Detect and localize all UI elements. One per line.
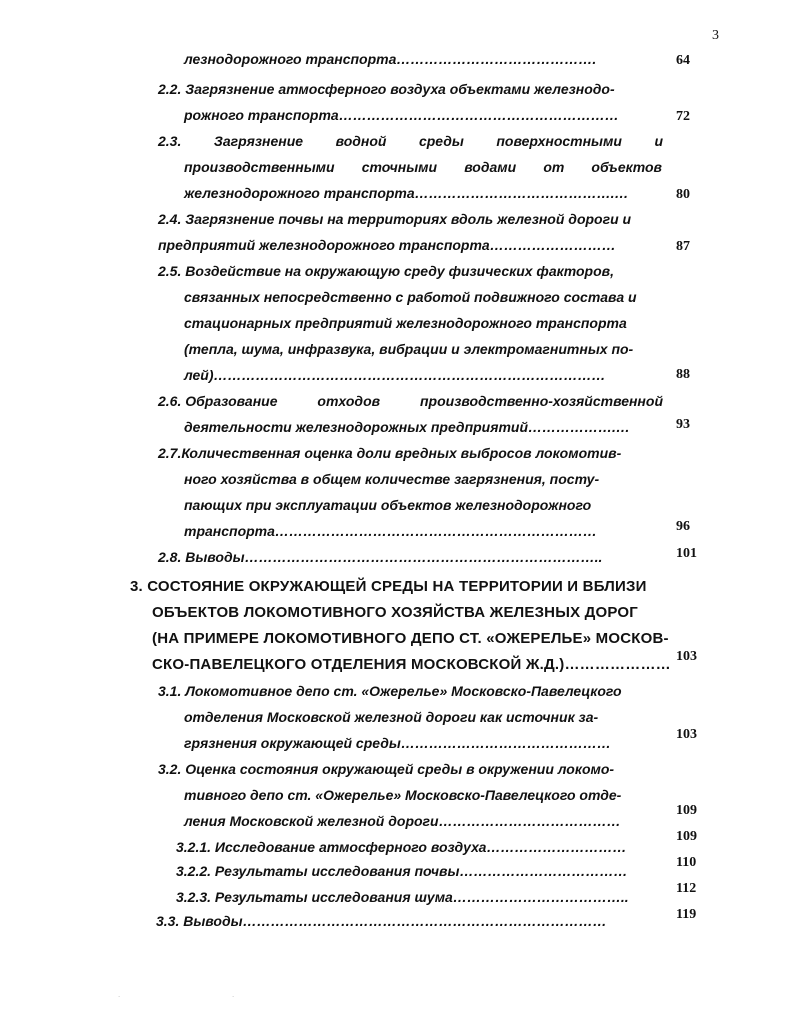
toc-page-number: 93 [676, 417, 690, 432]
toc-entry-line: отделения Московской железной дороги как источник за- [184, 709, 599, 725]
toc-entry-line: ного хозяйства в общем количестве загрязнения, посту- [184, 471, 600, 487]
toc-word: поверхностными [496, 133, 622, 149]
toc-entry-line: 3.3. Выводы…………………………………………………………………… [156, 913, 607, 929]
scan-mark: . [118, 990, 121, 999]
toc-page-number: 112 [676, 881, 697, 896]
toc-page-number: 87 [676, 239, 690, 254]
toc-word: объектов [591, 159, 662, 175]
toc-entry-line: 2.2. Загрязнение атмосферного воздуха объектами железнодо- [158, 81, 615, 97]
toc-entry-line: 3.2.1. Исследование атмосферного воздуха………………………… [176, 839, 627, 855]
toc-word: 2.6. Образование [158, 393, 278, 409]
toc-entry-line: 2.7.Количественная оценка доли вредных выбросов локомотив- [158, 445, 622, 461]
toc-entry-line: рожного транспорта…………………………………………………… [184, 107, 619, 123]
toc-entry-line: предприятий железнодорожного транспорта……………………… [158, 237, 616, 253]
toc-entry-line: деятельности железнодорожных предприятий……………….… [184, 419, 630, 435]
toc-word: водами [464, 159, 517, 175]
toc-entry-line: связанных непосредственно с работой подвижного состава и [184, 289, 637, 305]
toc-page-number: 88 [676, 367, 690, 382]
toc-word: от [543, 159, 565, 175]
toc-entry-line: (НА ПРИМЕРЕ ЛОКОМОТИВНОГО ДЕПО СТ. «ОЖЕРЕЛЬЕ» МОСКОВ- [152, 630, 669, 647]
toc-entry-line: транспорта…………………………………………………………… [184, 523, 597, 539]
toc-entry-line: лезнодорожного транспорта……………………………………. [184, 51, 597, 67]
toc-word: среды [418, 133, 464, 149]
toc-page-number: 119 [676, 907, 697, 922]
toc-page-number: 72 [676, 109, 690, 124]
toc-page-number: 103 [676, 727, 697, 742]
toc-entry-line: ОБЪЕКТОВ ЛОКОМОТИВНОГО ХОЗЯЙСТВА ЖЕЛЕЗНЫХ ДОРОГ [152, 604, 638, 621]
toc-entry-line: 2.8. Выводы………………………………………………………………….. [158, 549, 603, 565]
toc-page-number: 101 [676, 546, 697, 561]
toc-entry-line [184, 158, 662, 176]
toc-page-number: 96 [676, 519, 690, 534]
toc-page-number: 110 [676, 855, 697, 870]
toc-entry-line: СКО-ПАВЕЛЕЦКОГО ОТДЕЛЕНИЯ МОСКОВСКОЙ Ж.Д.)………………… [152, 656, 671, 673]
toc-entry-line: 2.4. Загрязнение почвы на территориях вдоль железной дороги и [158, 211, 632, 227]
toc-page-number: 80 [676, 187, 690, 202]
toc-entry-line: 2.5. Воздействие на окружающую среду физических факторов, [158, 263, 614, 279]
toc-entry-line: 3. СОСТОЯНИЕ ОКРУЖАЮЩЕЙ СРЕДЫ НА ТЕРРИТОРИИ И ВБЛИЗИ [130, 578, 647, 595]
toc-word: и [654, 133, 663, 149]
toc-entry-line [158, 392, 663, 410]
toc-entry-line: стационарных предприятий железнодорожного транспорта [184, 315, 627, 331]
page-number: 3 [712, 28, 719, 43]
toc-page-number: 109 [676, 803, 697, 818]
toc-word: отходов [317, 393, 381, 409]
toc-page-number: 103 [676, 649, 697, 664]
toc-entry-line [158, 132, 663, 150]
toc-entry-line: 3.2. Оценка состояния окружающей среды в окружении локомо- [158, 761, 615, 777]
toc-entry-line: железнодорожного транспорта…………………………………….… [184, 185, 629, 201]
toc-page-number: 64 [676, 53, 690, 68]
toc-word: производственными [184, 159, 335, 175]
toc-word: Загрязнение [213, 133, 304, 149]
toc-word: сточными [361, 159, 438, 175]
toc-entry-line: тивного депо ст. «Ожерелье» Московско-Павелецкого отде- [184, 787, 622, 803]
toc-entry-line: (тепла, шума, инфразвука, вибрации и электромагнитных по- [184, 341, 634, 357]
toc-entry-line: ления Московской железной дороги………………………………… [184, 813, 621, 829]
toc-entry-line: 3.1. Локомотивное депо ст. «Ожерелье» Московско-Павелецкого [158, 683, 622, 699]
toc-entry-line: лей)………………………………………………………………………… [184, 367, 606, 383]
toc-word: водной [335, 133, 387, 149]
toc-entry-line: пающих при эксплуатации объектов железнодорожного [184, 497, 592, 513]
toc-word: 2.3. [158, 133, 182, 149]
toc-page-number: 109 [676, 829, 697, 844]
toc-entry-line: 3.2.3. Результаты исследования шума……………………………….. [176, 889, 629, 905]
toc-entry-line: 3.2.2. Результаты исследования почвы……………………………… [176, 863, 628, 879]
toc-entry-line: грязнения окружающей среды……………………………………… [184, 735, 611, 751]
scan-mark: . [232, 990, 235, 999]
toc-word: производственно-хозяйственной [420, 393, 663, 409]
